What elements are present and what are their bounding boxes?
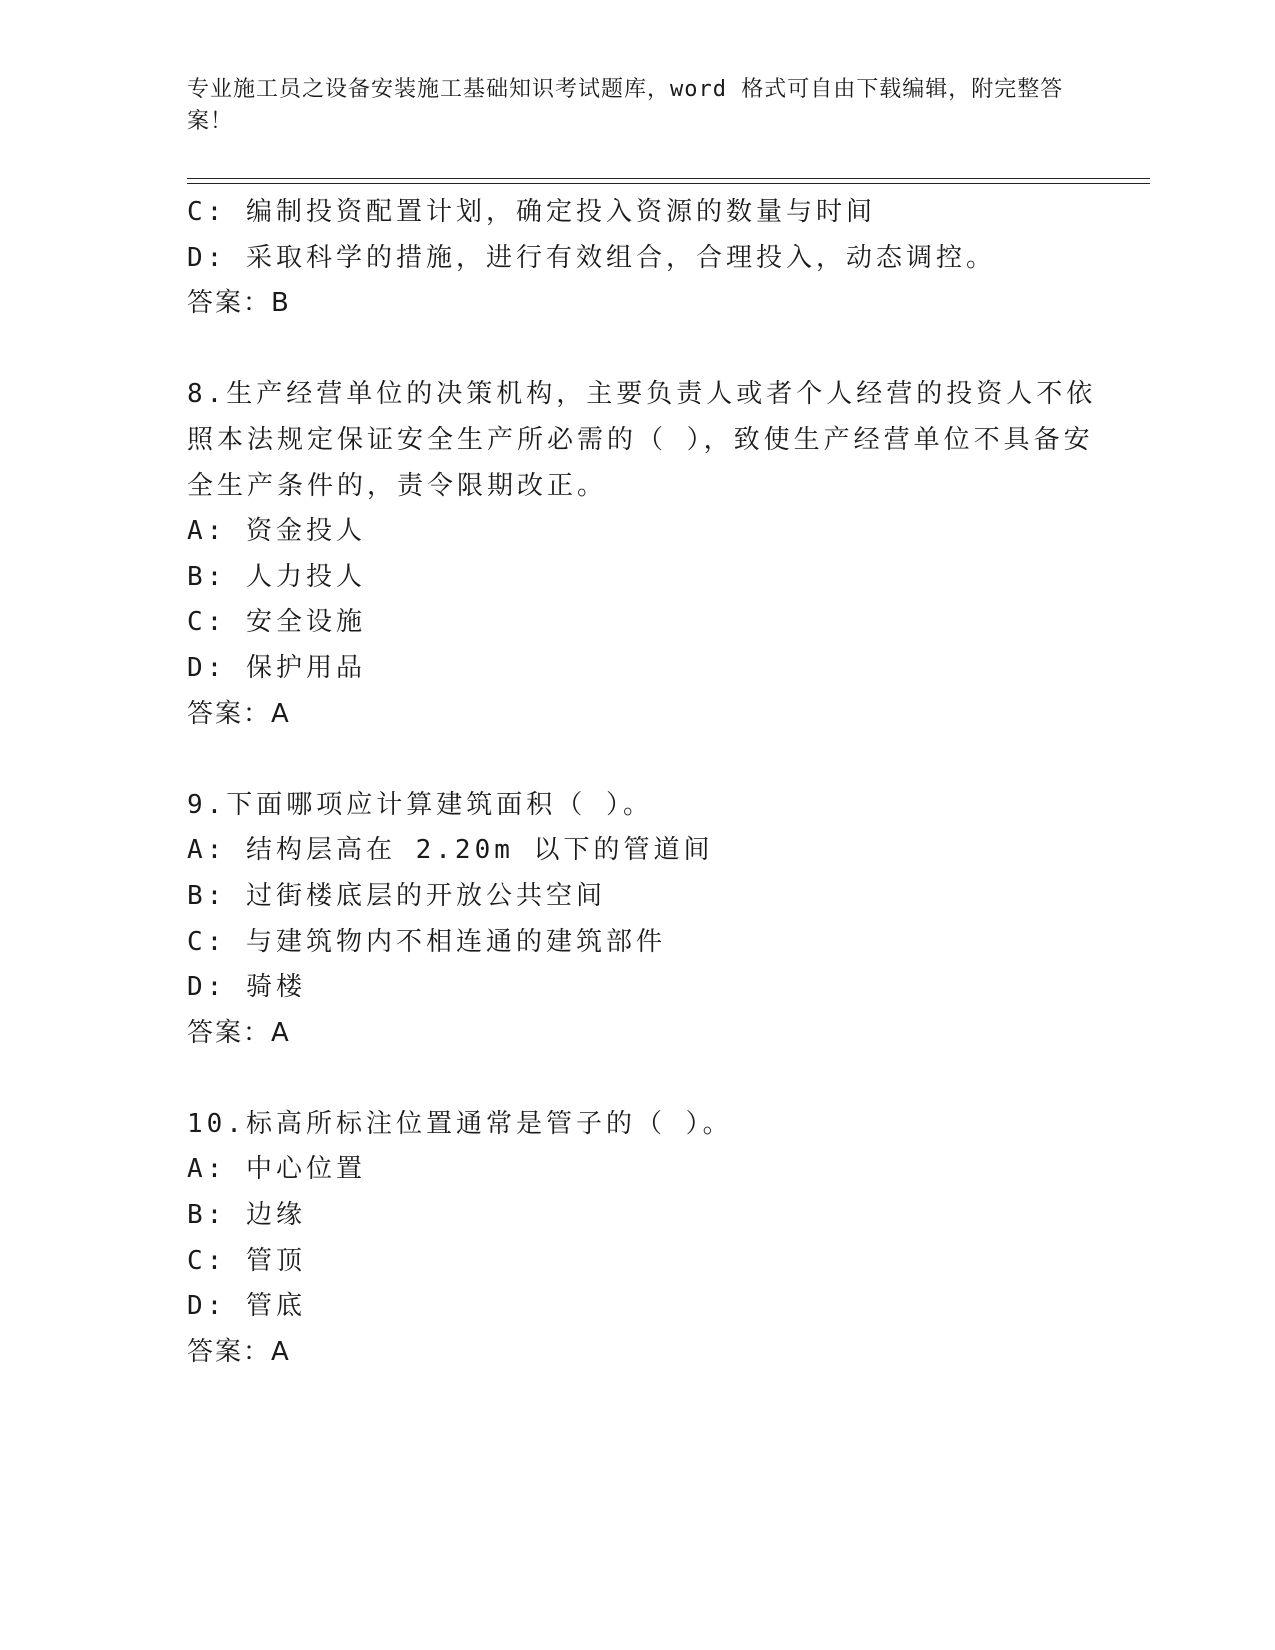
document-header: 专业施工员之设备安装施工基础知识考试题库，word 格式可自由下载编辑，附完整答案！ [187,77,1064,134]
question-9 [187,783,1087,1057]
question-content [187,190,1097,1375]
question-8 [187,372,1097,737]
option-c: C: 管顶 [187,1245,306,1276]
question-spacer [187,737,1087,783]
answer-line: 答案：A [187,1336,291,1367]
option-b: B: 过街楼底层的开放公共空间 [187,880,606,911]
question-stem-line: 照本法规定保证安全生产所必需的（ ），致使生产经营单位不具备安 [187,424,1094,455]
question-stem: 10.标高所标注位置通常是管子的（ ）。 [187,1108,733,1139]
answer-line: 答案：A [187,698,291,729]
question-stem: 9.下面哪项应计算建筑面积（ ）。 [187,789,653,820]
question-stem-line: 全生产条件的，责令限期改正。 [187,470,608,501]
question-7-tail [187,190,1087,327]
answer-line: 答案：B [187,288,291,319]
header-divider-top [187,178,1150,179]
option-a: A: 资金投人 [187,516,366,547]
question-spacer [187,1056,1087,1102]
option-c: C: 安全设施 [187,607,366,638]
option-d: D: 骑楼 [187,972,306,1003]
option-b: B: 边缘 [187,1200,306,1231]
question-spacer [187,327,1087,373]
option-a: A: 中心位置 [187,1154,366,1185]
option-d: D: 保护用品 [187,652,366,683]
option-c: C: 与建筑物内不相连通的建筑部件 [187,926,666,957]
option-a: A: 结构层高在 2.20m 以下的管道间 [187,835,714,866]
option-c: C: 编制投资配置计划，确定投入资源的数量与时间 [187,197,876,227]
option-d: D: 采取科学的措施，进行有效组合，合理投入，动态调控。 [187,242,996,273]
answer-line: 答案：A [187,1017,291,1048]
option-b: B: 人力投人 [187,561,366,592]
question-10 [187,1102,1087,1376]
header-divider-bottom [187,183,1150,184]
option-d: D: 管底 [187,1291,306,1322]
question-stem-line: 8.生产经营单位的决策机构，主要负责人或者个人经营的投资人不依 [187,379,1097,410]
